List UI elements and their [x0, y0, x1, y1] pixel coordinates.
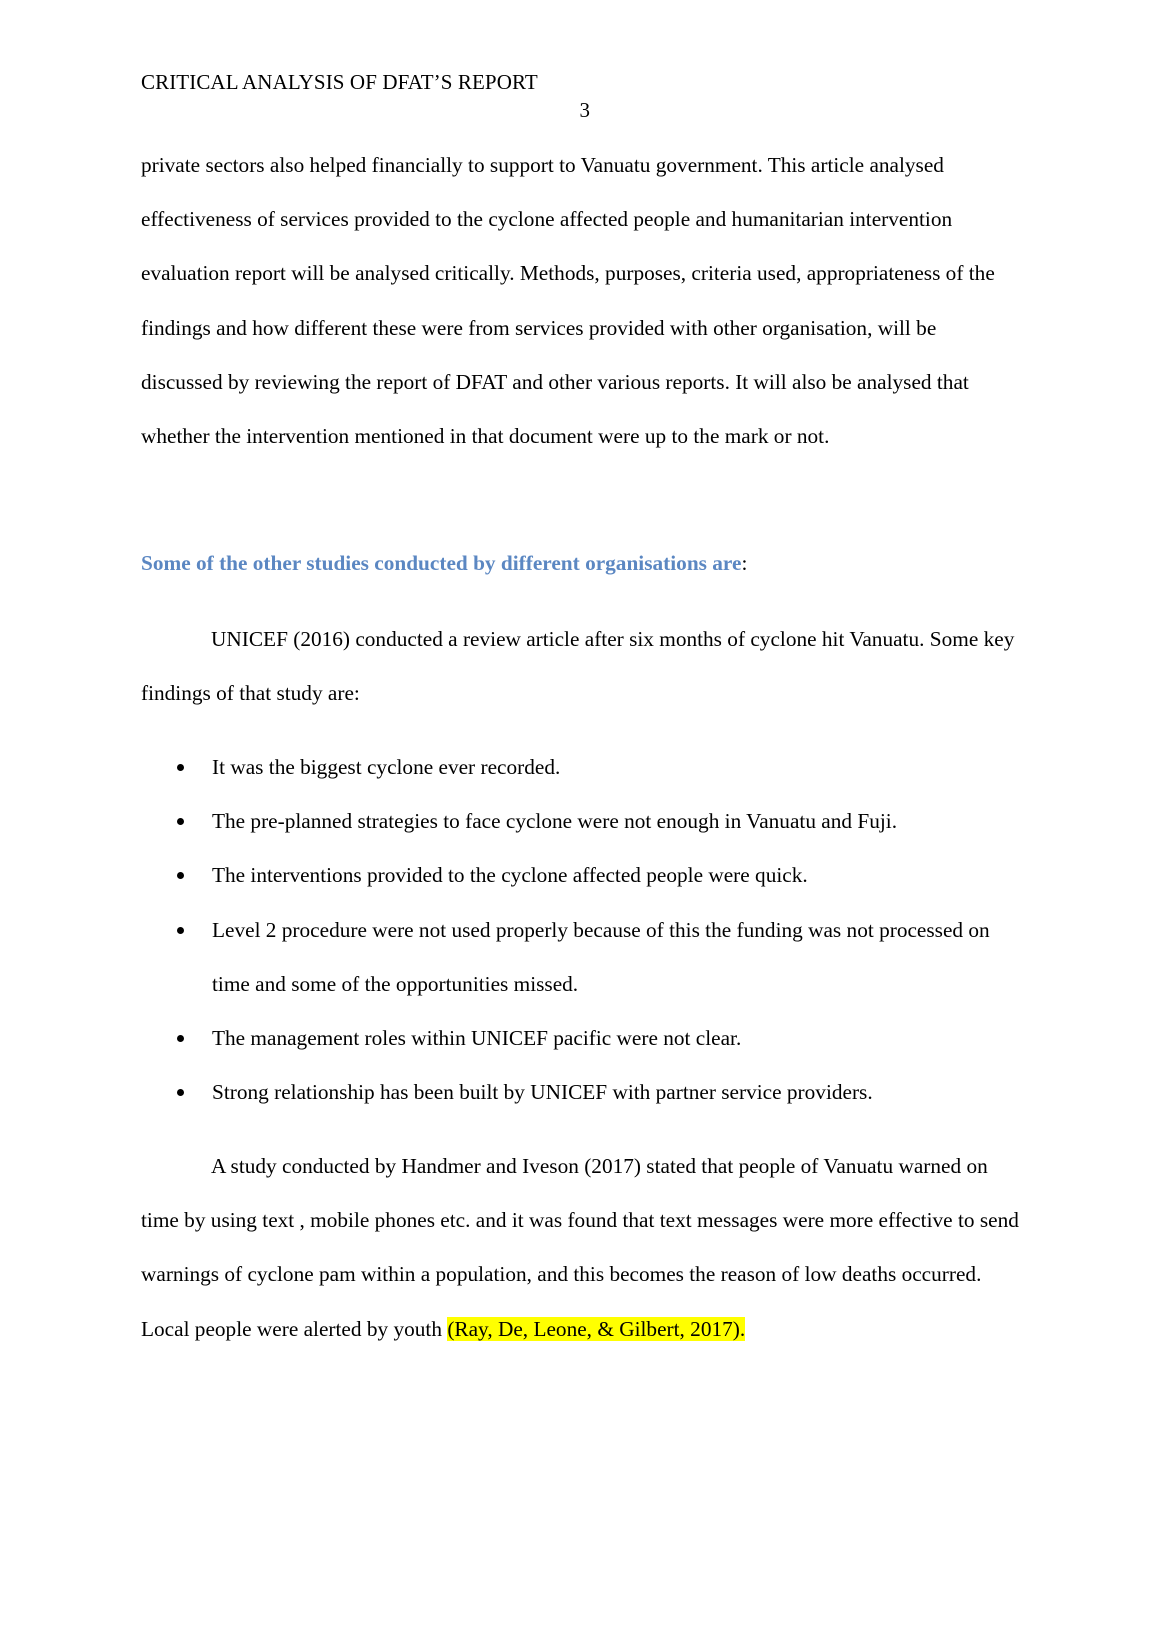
bullet-icon	[177, 927, 184, 934]
list-item	[141, 848, 1021, 902]
paragraph-handmer-iveson	[141, 1139, 1021, 1356]
paragraph-intro: private sectors also helped financially to support to Vanuatu government. This article analysed effectiveness of services provided to the cyclone affected people and humanitarian intervention evaluation report will be analysed critically. Methods, purposes, criteria used, appropriateness of the findings and how different these were from services provided with other organisation, will be discussed by reviewing the report of DFAT and other various reports. It will also be analysed that whether the intervention mentioned in that document were up to the mark or not.	[141, 153, 995, 449]
page-number: 3	[579, 98, 590, 122]
section-heading	[141, 548, 747, 578]
list-item	[141, 903, 1021, 1011]
highlighted-citation: (Ray, De, Leone, & Gilbert, 2017).	[447, 1316, 746, 1341]
list-item-text: Level 2 procedure were not used properly because of this the funding was not processed on time and some of the opportunities missed.	[212, 917, 990, 996]
bullet-icon	[177, 1089, 184, 1096]
bullet-icon	[177, 818, 184, 825]
section-heading-colon: :	[741, 551, 748, 575]
list-item-text: The pre-planned strategies to face cyclone were not enough in Vanuatu and Fuji.	[212, 809, 898, 834]
list-item-text: It was the biggest cyclone ever recorded.	[212, 755, 561, 779]
list-item-text: Strong relationship has been built by UNICEF with partner service providers.	[212, 1080, 873, 1105]
list-item	[141, 794, 1021, 848]
running-head: CRITICAL ANALYSIS OF DFAT’S REPORT	[141, 70, 538, 94]
paragraph-text: A study conducted by Handmer and Iveson (2017) stated that people of Vanuatu warned on time by using text , mobile phones etc. and it was found that text messages were more effective to send warnings of cyclone pam within a population, and this becomes the reason of low deaths occurred. Local people were alerted by youth	[141, 1154, 1019, 1341]
bullet-icon	[177, 764, 184, 771]
list-item	[141, 740, 1021, 794]
findings-list	[141, 740, 1021, 1119]
section-heading-text: Some of the other studies conducted by different organisations are	[141, 551, 742, 575]
list-item	[141, 1065, 1021, 1119]
list-item-text: The interventions provided to the cyclone affected people were quick.	[212, 863, 808, 888]
bullet-icon	[177, 1035, 184, 1042]
bullet-icon	[177, 872, 184, 879]
list-item-text: The management roles within UNICEF pacific were not clear.	[212, 1026, 742, 1051]
paragraph-unicef: UNICEF (2016) conducted a review article after six months of cyclone hit Vanuatu. Some key findings of that study are:	[141, 627, 1015, 706]
list-item	[141, 1011, 1021, 1065]
